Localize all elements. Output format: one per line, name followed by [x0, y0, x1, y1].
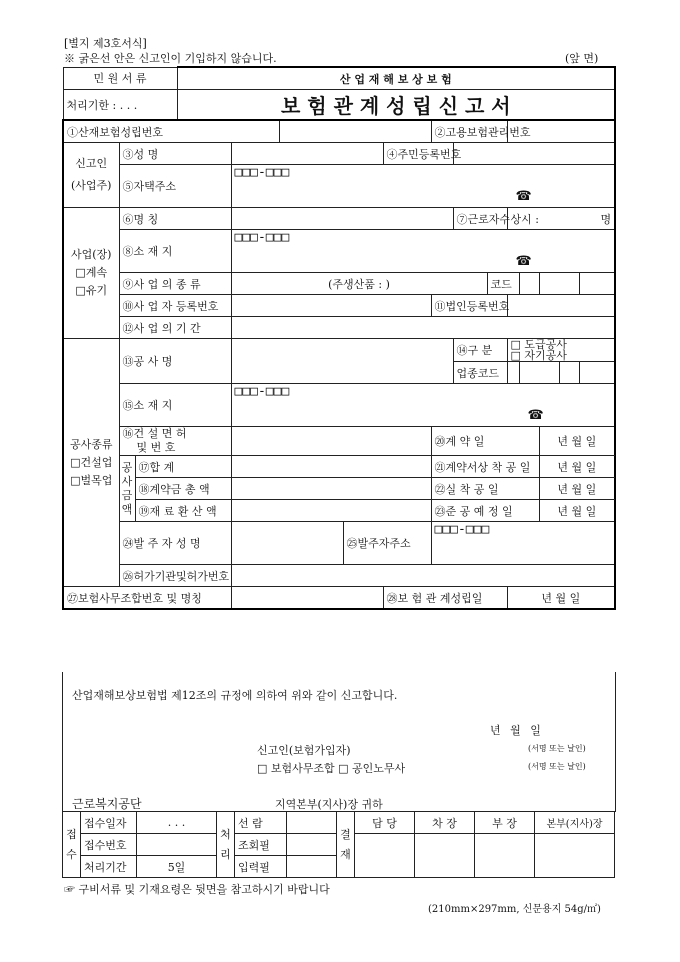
sum-label: ⑰합 계 — [135, 456, 231, 478]
self-construction-checkbox[interactable]: □ 자기공사 — [510, 349, 567, 362]
reporter-sub: (사업주) — [71, 179, 112, 192]
manager-sign[interactable] — [475, 834, 535, 878]
corporate-registration-label: ⑪법인등록번호 — [431, 295, 507, 317]
construction-checkbox[interactable]: □건설업 — [70, 455, 113, 469]
business-continuous-checkbox[interactable]: □계속 — [75, 266, 108, 279]
main-product-label[interactable]: (주생산품 : ) — [231, 273, 487, 295]
project-name-field[interactable] — [231, 339, 453, 384]
declaration-reporter: 신고인(보험가입자) — [257, 744, 351, 757]
business-registration-field[interactable] — [231, 295, 431, 317]
process-label: 처리 — [217, 812, 235, 878]
home-address-label: ⑤자택주소 — [119, 165, 231, 208]
employment-insurance-number-label: ②고용보험관리번호 — [431, 120, 507, 143]
completion-field[interactable]: 년 월 일 — [539, 500, 615, 522]
sum-field[interactable] — [231, 456, 431, 478]
contract-amount-label: ⑱계약금 총 액 — [135, 478, 231, 500]
form-title: 보 험 관 계 성 립 신 고 서 — [177, 90, 615, 121]
project-address-field[interactable] — [231, 384, 615, 427]
project-address-label: ⑮소 재 지 — [119, 384, 231, 427]
rrn-field[interactable] — [453, 143, 615, 165]
paper-spec: (210mm×297mm, 신문용지 54g/㎡) — [428, 904, 601, 915]
manager-label: 부 장 — [475, 812, 535, 834]
footer-note: ☞ 구비서류 및 기재요령은 뒷면을 참고하시기 바랍니다 — [64, 883, 330, 896]
business-address-field[interactable] — [231, 230, 615, 273]
client-address-label: ㉕발주자주소 — [343, 522, 431, 565]
deputy-sign[interactable] — [415, 834, 475, 878]
business-period-label: ⑫사 업 의 기 간 — [119, 317, 231, 339]
code-digit-3[interactable] — [579, 273, 615, 295]
business-registration-label: ⑩사 업 자 등록번호 — [119, 295, 231, 317]
permit-field[interactable] — [231, 565, 615, 587]
staff-label: 담 당 — [355, 812, 415, 834]
business-address-label: ⑧소 재 지 — [119, 230, 231, 273]
business-name-field[interactable] — [231, 208, 453, 230]
work-type-label: 공사종류 — [69, 437, 113, 451]
approval-label: 결재 — [337, 812, 355, 878]
entry-field[interactable] — [287, 856, 337, 878]
rrn-label: ④주민등록번호 — [383, 143, 453, 165]
industry-code-1[interactable] — [507, 362, 519, 384]
established-date-label: ㉘보 험 관 계성립일 — [383, 587, 507, 610]
project-phone-icon: ☎ — [527, 408, 544, 423]
reporter-label: 신고인 — [75, 157, 108, 170]
notice-text: ※ 굵은선 안은 신고인이 기입하지 않습니다. — [64, 52, 277, 65]
receipt-number-field[interactable] — [137, 834, 217, 856]
project-name-label: ⑬공 사 명 — [119, 339, 231, 384]
staff-sign[interactable] — [355, 834, 415, 878]
branch-head-label: 본부(지사)장 — [535, 812, 615, 834]
confirm-label: 조회필 — [235, 834, 287, 856]
declaration-seal-2[interactable]: (서명 또는 날인) — [528, 762, 586, 771]
code-digit-1[interactable] — [519, 273, 539, 295]
industrial-insurance-number-label: ①산재보험성립번호 — [63, 120, 279, 143]
name-field[interactable] — [231, 143, 383, 165]
receipt-label: 접수 — [63, 812, 81, 878]
workers-label: ⑦근로자수 — [453, 208, 507, 230]
project-postal-boxes: □□□-□□□ — [234, 384, 290, 399]
actual-start-label: ㉒실 착 공 일 — [431, 478, 539, 500]
client-address-field[interactable] — [431, 522, 615, 565]
name-label: ③성 명 — [119, 143, 231, 165]
review-field[interactable] — [287, 812, 337, 834]
client-name-label: ㉔발 주 자 성 명 — [119, 522, 231, 565]
classification-label: ⑭구 분 — [453, 339, 507, 362]
branch-head-sign[interactable] — [535, 834, 615, 878]
contract-date-field[interactable]: 년 월 일 — [539, 427, 615, 456]
receipt-date-field[interactable]: . . . — [137, 812, 217, 834]
processing-table — [62, 811, 615, 878]
business-group — [63, 208, 119, 339]
business-period-field[interactable] — [231, 317, 615, 339]
permit-label: ㉖허가기관및허가번호 — [119, 565, 231, 587]
workers-unit: 명 — [600, 212, 612, 226]
form-number: [별지 제3호서식] — [64, 37, 147, 50]
declaration-statement: 산업재해보상보험법 제12조의 규정에 의하여 위와 같이 신고합니다. — [72, 689, 398, 702]
contract-date-label: ⑳계 약 일 — [431, 427, 539, 456]
contract-start-field[interactable]: 년 월 일 — [539, 456, 615, 478]
declaration-agents[interactable]: □ 보험사무조합 □ 공인노무사 — [257, 762, 406, 775]
subcontract-checkbox[interactable]: □ 도급공사 — [510, 338, 567, 351]
main-form-table — [62, 66, 616, 610]
construction-group — [63, 339, 119, 587]
contract-amount-field[interactable] — [231, 478, 431, 500]
agency-name: 근로복지공단 — [72, 797, 142, 811]
code-label: 코드 — [487, 273, 519, 295]
receipt-number-label: 접수번호 — [81, 834, 137, 856]
established-date-field[interactable]: 년 월 일 — [507, 587, 615, 610]
declaration-date[interactable]: 년 월 일 — [490, 724, 541, 737]
license-label-line1: ⑯건 설 면 허 — [122, 427, 187, 440]
confirm-field[interactable] — [287, 834, 337, 856]
industrial-insurance-number-field[interactable] — [279, 120, 431, 143]
agency-field[interactable] — [231, 587, 383, 610]
entry-label: 입력필 — [235, 856, 287, 878]
amount-group-label: 공사금액 — [119, 456, 135, 522]
client-postal-boxes: □□□-□□□ — [434, 522, 490, 537]
business-name-label: ⑥명 칭 — [119, 208, 231, 230]
industry-code-2[interactable] — [519, 362, 559, 384]
deputy-label: 차 장 — [415, 812, 475, 834]
reporter-group — [63, 143, 119, 208]
law-title: 산 업 재 해 보 상 보 험 — [177, 67, 615, 90]
contract-start-label: ㉑계약서상 착 공 일 — [431, 456, 539, 478]
license-label — [119, 427, 231, 456]
home-address-field[interactable] — [231, 165, 615, 208]
industry-code-4[interactable] — [579, 362, 615, 384]
minwon-label: 민 원 서 류 — [63, 67, 177, 90]
agency-label: ㉗보험사무조합번호 및 명칭 — [63, 587, 231, 610]
classification-options[interactable] — [507, 339, 615, 362]
period-label: 처리기간 — [81, 856, 137, 878]
material-amount-field[interactable] — [231, 500, 431, 522]
logging-checkbox[interactable]: □벌목업 — [70, 473, 113, 487]
home-phone-icon: ☎ — [515, 189, 532, 204]
workers-regular: 상시 : — [510, 212, 539, 226]
industry-code-3[interactable] — [559, 362, 579, 384]
period-value: 5일 — [137, 856, 217, 878]
material-amount-label: ⑲재 료 환 산 액 — [135, 500, 231, 522]
home-postal-boxes: □□□-□□□ — [234, 165, 290, 180]
front-side-label: (앞 면) — [565, 52, 599, 65]
workers-field[interactable] — [507, 208, 615, 230]
business-label: 사업(장) — [71, 248, 112, 261]
declaration-seal-1[interactable]: (서명 또는 날인) — [528, 744, 586, 753]
actual-start-field[interactable]: 년 월 일 — [539, 478, 615, 500]
review-label: 선 람 — [235, 812, 287, 834]
recipient-line: 지역본부(지사)장 귀하 — [275, 798, 383, 811]
receipt-date-label: 접수일자 — [81, 812, 137, 834]
business-phone-icon: ☎ — [515, 254, 532, 269]
license-label-line2: 및 번 호 — [136, 441, 176, 454]
business-type-label: ⑨사 업 의 종 류 — [119, 273, 231, 295]
business-postal-boxes: □□□-□□□ — [234, 230, 290, 245]
corporate-registration-field[interactable] — [507, 295, 615, 317]
business-fixed-term-checkbox[interactable]: □유기 — [75, 284, 108, 297]
code-digit-2[interactable] — [539, 273, 579, 295]
license-field[interactable] — [231, 427, 431, 456]
completion-label: ㉓준 공 예 정 일 — [431, 500, 539, 522]
client-name-field[interactable] — [231, 522, 343, 565]
industry-code-label: 업종코드 — [453, 362, 507, 384]
deadline-label: 처리기한 : . . . — [63, 90, 177, 121]
